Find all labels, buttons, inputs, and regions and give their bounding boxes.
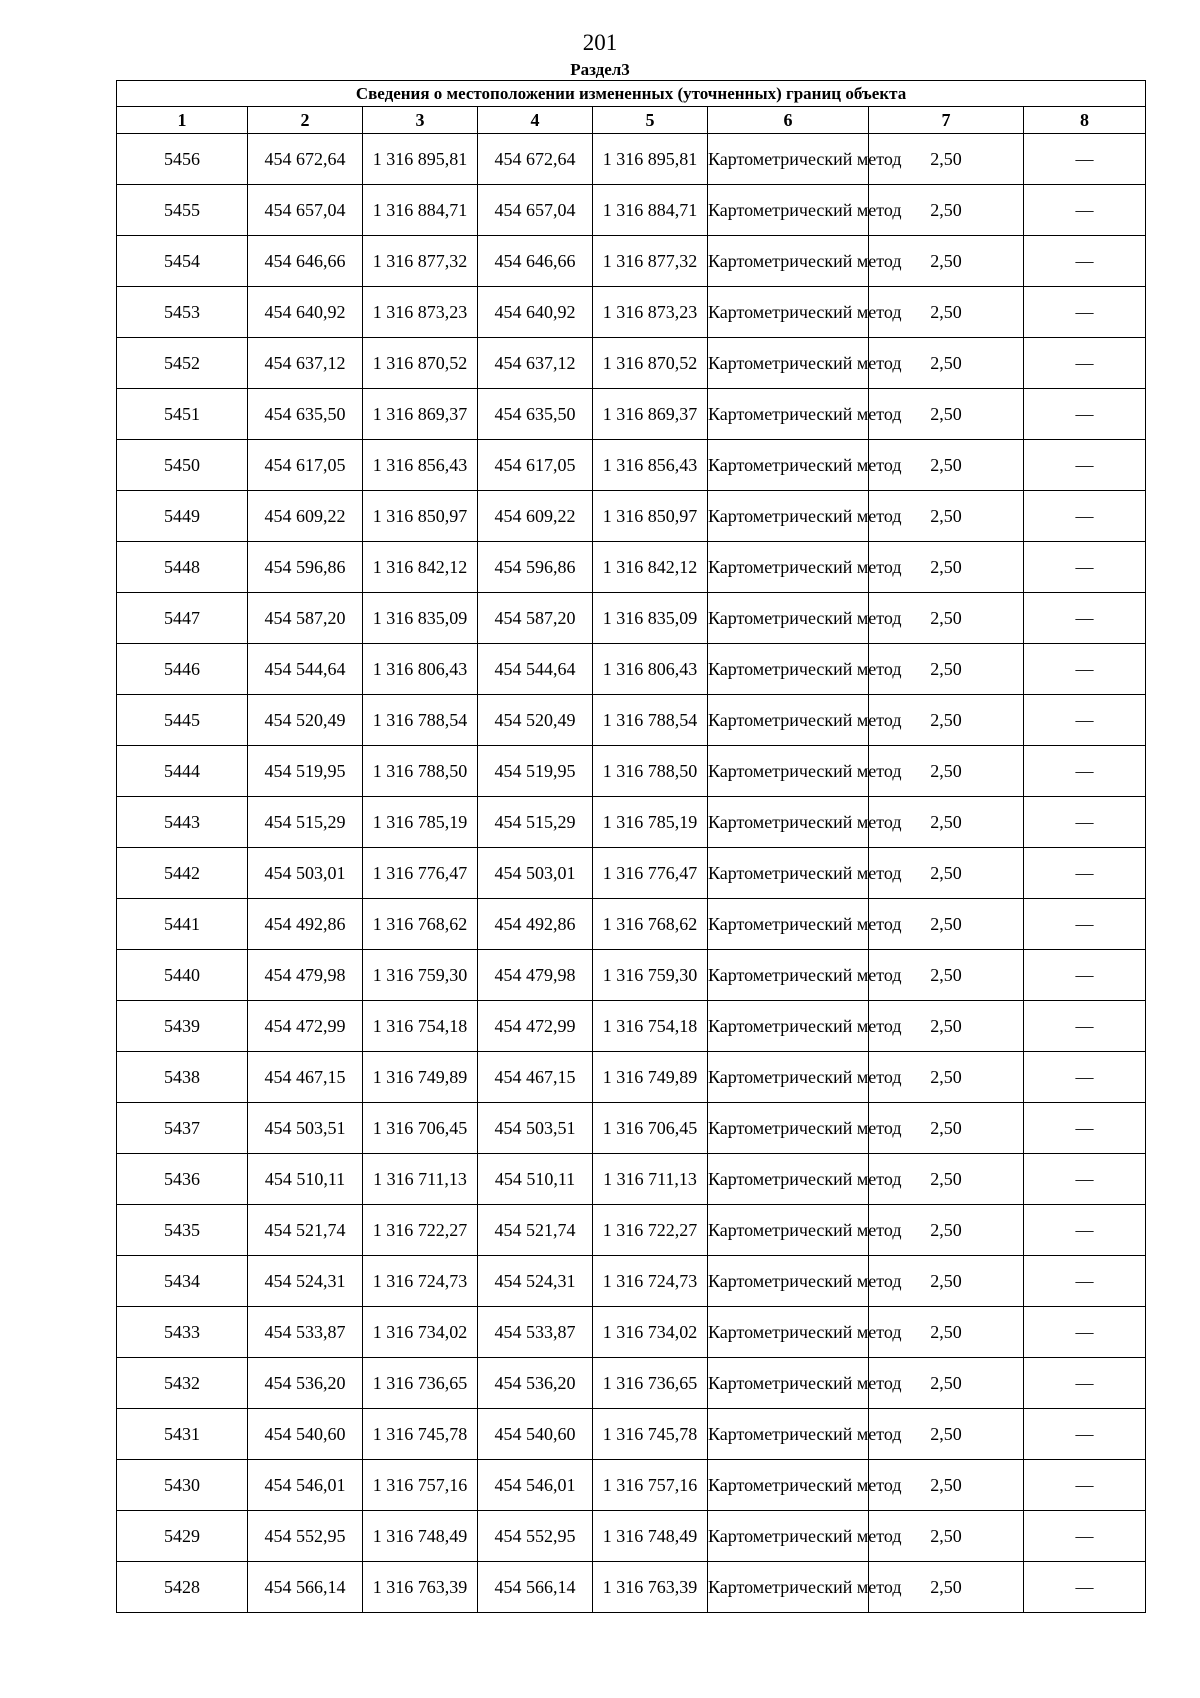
- point-number-cell: 5436: [117, 1154, 248, 1205]
- x-coordinate-cell: 454 544,64: [248, 644, 363, 695]
- method-cell: Картометрический метод: [708, 950, 869, 1001]
- point-number-cell: 5454: [117, 236, 248, 287]
- accuracy-cell: 2,50: [869, 236, 1024, 287]
- point-number-cell: 5428: [117, 1562, 248, 1613]
- accuracy-cell: 2,50: [869, 1256, 1024, 1307]
- point-number-cell: 5441: [117, 899, 248, 950]
- method-cell: Картометрический метод: [708, 338, 869, 389]
- accuracy-cell: 2,50: [869, 1205, 1024, 1256]
- y-coordinate-cell: 1 316 869,37: [363, 389, 478, 440]
- x-coordinate-cell: 454 546,01: [248, 1460, 363, 1511]
- x-coordinate-cell: 454 646,66: [248, 236, 363, 287]
- note-cell: —: [1024, 695, 1146, 746]
- point-number-cell: 5433: [117, 1307, 248, 1358]
- x-coordinate-cell: 454 472,99: [248, 1001, 363, 1052]
- x-coordinate-cell: 454 503,51: [248, 1103, 363, 1154]
- accuracy-cell: 2,50: [869, 338, 1024, 389]
- y-coordinate-cell: 1 316 736,65: [363, 1358, 478, 1409]
- y-coordinate-cell: 1 316 895,81: [363, 134, 478, 185]
- note-cell: —: [1024, 1358, 1146, 1409]
- table-row: [117, 1409, 1146, 1460]
- table-row: [117, 389, 1146, 440]
- y-coordinate-new-cell: 1 316 749,89: [593, 1052, 708, 1103]
- point-number-cell: 5432: [117, 1358, 248, 1409]
- x-coordinate-cell: 454 657,04: [248, 185, 363, 236]
- method-cell: Картометрический метод: [708, 236, 869, 287]
- method-cell: Картометрический метод: [708, 593, 869, 644]
- x-coordinate-new-cell: 454 640,92: [478, 287, 593, 338]
- y-coordinate-cell: 1 316 856,43: [363, 440, 478, 491]
- note-cell: —: [1024, 1256, 1146, 1307]
- method-cell: Картометрический метод: [708, 899, 869, 950]
- x-coordinate-new-cell: 454 546,01: [478, 1460, 593, 1511]
- y-coordinate-new-cell: 1 316 895,81: [593, 134, 708, 185]
- y-coordinate-cell: 1 316 785,19: [363, 797, 478, 848]
- y-coordinate-cell: 1 316 842,12: [363, 542, 478, 593]
- note-cell: —: [1024, 1460, 1146, 1511]
- note-cell: —: [1024, 1001, 1146, 1052]
- x-coordinate-cell: 454 536,20: [248, 1358, 363, 1409]
- method-cell: Картометрический метод: [708, 695, 869, 746]
- y-coordinate-new-cell: 1 316 745,78: [593, 1409, 708, 1460]
- y-coordinate-new-cell: 1 316 722,27: [593, 1205, 708, 1256]
- point-number-cell: 5453: [117, 287, 248, 338]
- y-coordinate-cell: 1 316 722,27: [363, 1205, 478, 1256]
- method-cell: Картометрический метод: [708, 1256, 869, 1307]
- note-cell: —: [1024, 236, 1146, 287]
- y-coordinate-cell: 1 316 745,78: [363, 1409, 478, 1460]
- y-coordinate-cell: 1 316 768,62: [363, 899, 478, 950]
- method-cell: Картометрический метод: [708, 1409, 869, 1460]
- method-cell: Картометрический метод: [708, 1307, 869, 1358]
- y-coordinate-cell: 1 316 877,32: [363, 236, 478, 287]
- accuracy-cell: 2,50: [869, 899, 1024, 950]
- method-cell: Картометрический метод: [708, 848, 869, 899]
- accuracy-cell: 2,50: [869, 440, 1024, 491]
- note-cell: —: [1024, 746, 1146, 797]
- column-number: 7: [869, 107, 1024, 134]
- table-row: [117, 1103, 1146, 1154]
- y-coordinate-new-cell: 1 316 877,32: [593, 236, 708, 287]
- x-coordinate-new-cell: 454 503,51: [478, 1103, 593, 1154]
- accuracy-cell: 2,50: [869, 1511, 1024, 1562]
- y-coordinate-new-cell: 1 316 850,97: [593, 491, 708, 542]
- method-cell: Картометрический метод: [708, 1205, 869, 1256]
- y-coordinate-cell: 1 316 748,49: [363, 1511, 478, 1562]
- x-coordinate-new-cell: 454 520,49: [478, 695, 593, 746]
- x-coordinate-new-cell: 454 519,95: [478, 746, 593, 797]
- point-number-cell: 5448: [117, 542, 248, 593]
- table-row: [117, 1205, 1146, 1256]
- accuracy-cell: 2,50: [869, 1103, 1024, 1154]
- y-coordinate-cell: 1 316 835,09: [363, 593, 478, 644]
- method-cell: Картометрический метод: [708, 185, 869, 236]
- x-coordinate-new-cell: 454 637,12: [478, 338, 593, 389]
- accuracy-cell: 2,50: [869, 593, 1024, 644]
- table-row: [117, 1460, 1146, 1511]
- point-number-cell: 5452: [117, 338, 248, 389]
- column-number-row: [117, 107, 1146, 134]
- point-number-cell: 5443: [117, 797, 248, 848]
- point-number-cell: 5430: [117, 1460, 248, 1511]
- column-number: 2: [248, 107, 363, 134]
- note-cell: —: [1024, 1103, 1146, 1154]
- table-row: [117, 134, 1146, 185]
- table-row: [117, 491, 1146, 542]
- accuracy-cell: 2,50: [869, 542, 1024, 593]
- x-coordinate-cell: 454 524,31: [248, 1256, 363, 1307]
- method-cell: Картометрический метод: [708, 542, 869, 593]
- point-number-cell: 5444: [117, 746, 248, 797]
- x-coordinate-cell: 454 533,87: [248, 1307, 363, 1358]
- y-coordinate-cell: 1 316 850,97: [363, 491, 478, 542]
- y-coordinate-cell: 1 316 749,89: [363, 1052, 478, 1103]
- note-cell: —: [1024, 1052, 1146, 1103]
- y-coordinate-cell: 1 316 724,73: [363, 1256, 478, 1307]
- accuracy-cell: 2,50: [869, 134, 1024, 185]
- y-coordinate-cell: 1 316 754,18: [363, 1001, 478, 1052]
- table-row: [117, 185, 1146, 236]
- method-cell: Картометрический метод: [708, 1511, 869, 1562]
- note-cell: —: [1024, 848, 1146, 899]
- y-coordinate-new-cell: 1 316 763,39: [593, 1562, 708, 1613]
- point-number-cell: 5446: [117, 644, 248, 695]
- x-coordinate-cell: 454 492,86: [248, 899, 363, 950]
- table-body: [117, 134, 1146, 1613]
- point-number-cell: 5439: [117, 1001, 248, 1052]
- x-coordinate-cell: 454 566,14: [248, 1562, 363, 1613]
- point-number-cell: 5438: [117, 1052, 248, 1103]
- x-coordinate-cell: 454 672,64: [248, 134, 363, 185]
- table-row: [117, 1001, 1146, 1052]
- y-coordinate-new-cell: 1 316 788,50: [593, 746, 708, 797]
- point-number-cell: 5451: [117, 389, 248, 440]
- y-coordinate-new-cell: 1 316 856,43: [593, 440, 708, 491]
- x-coordinate-cell: 454 519,95: [248, 746, 363, 797]
- x-coordinate-new-cell: 454 524,31: [478, 1256, 593, 1307]
- method-cell: Картометрический метод: [708, 1562, 869, 1613]
- note-cell: —: [1024, 797, 1146, 848]
- note-cell: —: [1024, 1205, 1146, 1256]
- table-row: [117, 593, 1146, 644]
- note-cell: —: [1024, 134, 1146, 185]
- table-row: [117, 950, 1146, 1001]
- x-coordinate-new-cell: 454 552,95: [478, 1511, 593, 1562]
- x-coordinate-new-cell: 454 503,01: [478, 848, 593, 899]
- note-cell: —: [1024, 491, 1146, 542]
- y-coordinate-cell: 1 316 873,23: [363, 287, 478, 338]
- column-number: 6: [708, 107, 869, 134]
- method-cell: Картометрический метод: [708, 644, 869, 695]
- y-coordinate-new-cell: 1 316 870,52: [593, 338, 708, 389]
- table-row: [117, 746, 1146, 797]
- method-cell: Картометрический метод: [708, 1052, 869, 1103]
- x-coordinate-new-cell: 454 510,11: [478, 1154, 593, 1205]
- x-coordinate-cell: 454 540,60: [248, 1409, 363, 1460]
- accuracy-cell: 2,50: [869, 695, 1024, 746]
- accuracy-cell: 2,50: [869, 1154, 1024, 1205]
- x-coordinate-cell: 454 617,05: [248, 440, 363, 491]
- accuracy-cell: 2,50: [869, 950, 1024, 1001]
- x-coordinate-cell: 454 609,22: [248, 491, 363, 542]
- note-cell: —: [1024, 1562, 1146, 1613]
- method-cell: Картометрический метод: [708, 287, 869, 338]
- table-row: [117, 1154, 1146, 1205]
- y-coordinate-new-cell: 1 316 768,62: [593, 899, 708, 950]
- note-cell: —: [1024, 644, 1146, 695]
- accuracy-cell: 2,50: [869, 389, 1024, 440]
- x-coordinate-cell: 454 640,92: [248, 287, 363, 338]
- y-coordinate-new-cell: 1 316 754,18: [593, 1001, 708, 1052]
- method-cell: Картометрический метод: [708, 491, 869, 542]
- accuracy-cell: 2,50: [869, 848, 1024, 899]
- point-number-cell: 5447: [117, 593, 248, 644]
- note-cell: —: [1024, 1511, 1146, 1562]
- x-coordinate-new-cell: 454 467,15: [478, 1052, 593, 1103]
- x-coordinate-new-cell: 454 521,74: [478, 1205, 593, 1256]
- table-row: [117, 644, 1146, 695]
- x-coordinate-new-cell: 454 635,50: [478, 389, 593, 440]
- point-number-cell: 5445: [117, 695, 248, 746]
- x-coordinate-cell: 454 520,49: [248, 695, 363, 746]
- column-number: 3: [363, 107, 478, 134]
- method-cell: Картометрический метод: [708, 797, 869, 848]
- x-coordinate-new-cell: 454 596,86: [478, 542, 593, 593]
- y-coordinate-new-cell: 1 316 806,43: [593, 644, 708, 695]
- x-coordinate-new-cell: 454 587,20: [478, 593, 593, 644]
- y-coordinate-new-cell: 1 316 873,23: [593, 287, 708, 338]
- table-row: [117, 848, 1146, 899]
- x-coordinate-new-cell: 454 479,98: [478, 950, 593, 1001]
- y-coordinate-new-cell: 1 316 736,65: [593, 1358, 708, 1409]
- point-number-cell: 5450: [117, 440, 248, 491]
- x-coordinate-cell: 454 510,11: [248, 1154, 363, 1205]
- table-row: [117, 695, 1146, 746]
- x-coordinate-cell: 454 479,98: [248, 950, 363, 1001]
- note-cell: —: [1024, 950, 1146, 1001]
- x-coordinate-new-cell: 454 515,29: [478, 797, 593, 848]
- note-cell: —: [1024, 287, 1146, 338]
- point-number-cell: 5434: [117, 1256, 248, 1307]
- accuracy-cell: 2,50: [869, 287, 1024, 338]
- y-coordinate-cell: 1 316 788,54: [363, 695, 478, 746]
- point-number-cell: 5455: [117, 185, 248, 236]
- table-row: [117, 440, 1146, 491]
- y-coordinate-new-cell: 1 316 776,47: [593, 848, 708, 899]
- x-coordinate-cell: 454 515,29: [248, 797, 363, 848]
- accuracy-cell: 2,50: [869, 797, 1024, 848]
- accuracy-cell: 2,50: [869, 746, 1024, 797]
- y-coordinate-new-cell: 1 316 785,19: [593, 797, 708, 848]
- note-cell: —: [1024, 1307, 1146, 1358]
- x-coordinate-new-cell: 454 657,04: [478, 185, 593, 236]
- table-row: [117, 1256, 1146, 1307]
- x-coordinate-cell: 454 637,12: [248, 338, 363, 389]
- table-row: [117, 797, 1146, 848]
- note-cell: —: [1024, 440, 1146, 491]
- y-coordinate-new-cell: 1 316 788,54: [593, 695, 708, 746]
- x-coordinate-new-cell: 454 617,05: [478, 440, 593, 491]
- y-coordinate-cell: 1 316 788,50: [363, 746, 478, 797]
- x-coordinate-new-cell: 454 540,60: [478, 1409, 593, 1460]
- accuracy-cell: 2,50: [869, 1001, 1024, 1052]
- x-coordinate-cell: 454 587,20: [248, 593, 363, 644]
- y-coordinate-cell: 1 316 711,13: [363, 1154, 478, 1205]
- point-number-cell: 5449: [117, 491, 248, 542]
- x-coordinate-new-cell: 454 492,86: [478, 899, 593, 950]
- y-coordinate-new-cell: 1 316 706,45: [593, 1103, 708, 1154]
- table-row: [117, 1562, 1146, 1613]
- table-row: [117, 236, 1146, 287]
- table-row: [117, 338, 1146, 389]
- accuracy-cell: 2,50: [869, 1358, 1024, 1409]
- x-coordinate-new-cell: 454 566,14: [478, 1562, 593, 1613]
- x-coordinate-cell: 454 467,15: [248, 1052, 363, 1103]
- x-coordinate-new-cell: 454 672,64: [478, 134, 593, 185]
- method-cell: Картометрический метод: [708, 440, 869, 491]
- y-coordinate-new-cell: 1 316 884,71: [593, 185, 708, 236]
- x-coordinate-new-cell: 454 536,20: [478, 1358, 593, 1409]
- method-cell: Картометрический метод: [708, 389, 869, 440]
- table-row: [117, 1511, 1146, 1562]
- method-cell: Картометрический метод: [708, 746, 869, 797]
- accuracy-cell: 2,50: [869, 1307, 1024, 1358]
- table-row: [117, 1358, 1146, 1409]
- x-coordinate-new-cell: 454 609,22: [478, 491, 593, 542]
- page-number: 201: [582, 30, 618, 55]
- point-number-cell: 5431: [117, 1409, 248, 1460]
- point-number-cell: 5440: [117, 950, 248, 1001]
- y-coordinate-new-cell: 1 316 748,49: [593, 1511, 708, 1562]
- note-cell: —: [1024, 338, 1146, 389]
- accuracy-cell: 2,50: [869, 185, 1024, 236]
- note-cell: —: [1024, 1154, 1146, 1205]
- note-cell: —: [1024, 185, 1146, 236]
- method-cell: Картометрический метод: [708, 1358, 869, 1409]
- column-number: 1: [117, 107, 248, 134]
- accuracy-cell: 2,50: [869, 1460, 1024, 1511]
- y-coordinate-cell: 1 316 870,52: [363, 338, 478, 389]
- table-row: [117, 1052, 1146, 1103]
- point-number-cell: 5435: [117, 1205, 248, 1256]
- y-coordinate-cell: 1 316 763,39: [363, 1562, 478, 1613]
- y-coordinate-new-cell: 1 316 734,02: [593, 1307, 708, 1358]
- table-row: [117, 899, 1146, 950]
- x-coordinate-new-cell: 454 544,64: [478, 644, 593, 695]
- point-number-cell: 5456: [117, 134, 248, 185]
- y-coordinate-new-cell: 1 316 835,09: [593, 593, 708, 644]
- table-row: [117, 1307, 1146, 1358]
- y-coordinate-cell: 1 316 757,16: [363, 1460, 478, 1511]
- y-coordinate-new-cell: 1 316 757,16: [593, 1460, 708, 1511]
- method-cell: Картометрический метод: [708, 1154, 869, 1205]
- y-coordinate-new-cell: 1 316 869,37: [593, 389, 708, 440]
- y-coordinate-new-cell: 1 316 842,12: [593, 542, 708, 593]
- x-coordinate-cell: 454 635,50: [248, 389, 363, 440]
- x-coordinate-cell: 454 503,01: [248, 848, 363, 899]
- y-coordinate-new-cell: 1 316 759,30: [593, 950, 708, 1001]
- accuracy-cell: 2,50: [869, 644, 1024, 695]
- note-cell: —: [1024, 593, 1146, 644]
- section-title: Раздел3: [570, 60, 630, 79]
- column-number: 5: [593, 107, 708, 134]
- y-coordinate-cell: 1 316 734,02: [363, 1307, 478, 1358]
- y-coordinate-cell: 1 316 884,71: [363, 185, 478, 236]
- x-coordinate-cell: 454 552,95: [248, 1511, 363, 1562]
- method-cell: Картометрический метод: [708, 1001, 869, 1052]
- y-coordinate-cell: 1 316 706,45: [363, 1103, 478, 1154]
- note-cell: —: [1024, 542, 1146, 593]
- x-coordinate-new-cell: 454 533,87: [478, 1307, 593, 1358]
- method-cell: Картометрический метод: [708, 134, 869, 185]
- y-coordinate-new-cell: 1 316 724,73: [593, 1256, 708, 1307]
- y-coordinate-new-cell: 1 316 711,13: [593, 1154, 708, 1205]
- y-coordinate-cell: 1 316 806,43: [363, 644, 478, 695]
- accuracy-cell: 2,50: [869, 491, 1024, 542]
- note-cell: —: [1024, 1409, 1146, 1460]
- note-cell: —: [1024, 389, 1146, 440]
- accuracy-cell: 2,50: [869, 1052, 1024, 1103]
- accuracy-cell: 2,50: [869, 1409, 1024, 1460]
- method-cell: Картометрический метод: [708, 1460, 869, 1511]
- method-cell: Картометрический метод: [708, 1103, 869, 1154]
- column-number: 8: [1024, 107, 1146, 134]
- x-coordinate-cell: 454 596,86: [248, 542, 363, 593]
- table-caption: Сведения о местоположении измененных (уточненных) границ объекта: [117, 81, 1146, 107]
- x-coordinate-new-cell: 454 472,99: [478, 1001, 593, 1052]
- point-number-cell: 5429: [117, 1511, 248, 1562]
- y-coordinate-cell: 1 316 776,47: [363, 848, 478, 899]
- column-number: 4: [478, 107, 593, 134]
- accuracy-cell: 2,50: [869, 1562, 1024, 1613]
- coordinates-table: [116, 80, 1146, 1613]
- table-row: [117, 542, 1146, 593]
- note-cell: —: [1024, 899, 1146, 950]
- table-row: [117, 287, 1146, 338]
- point-number-cell: 5442: [117, 848, 248, 899]
- x-coordinate-cell: 454 521,74: [248, 1205, 363, 1256]
- y-coordinate-cell: 1 316 759,30: [363, 950, 478, 1001]
- point-number-cell: 5437: [117, 1103, 248, 1154]
- x-coordinate-new-cell: 454 646,66: [478, 236, 593, 287]
